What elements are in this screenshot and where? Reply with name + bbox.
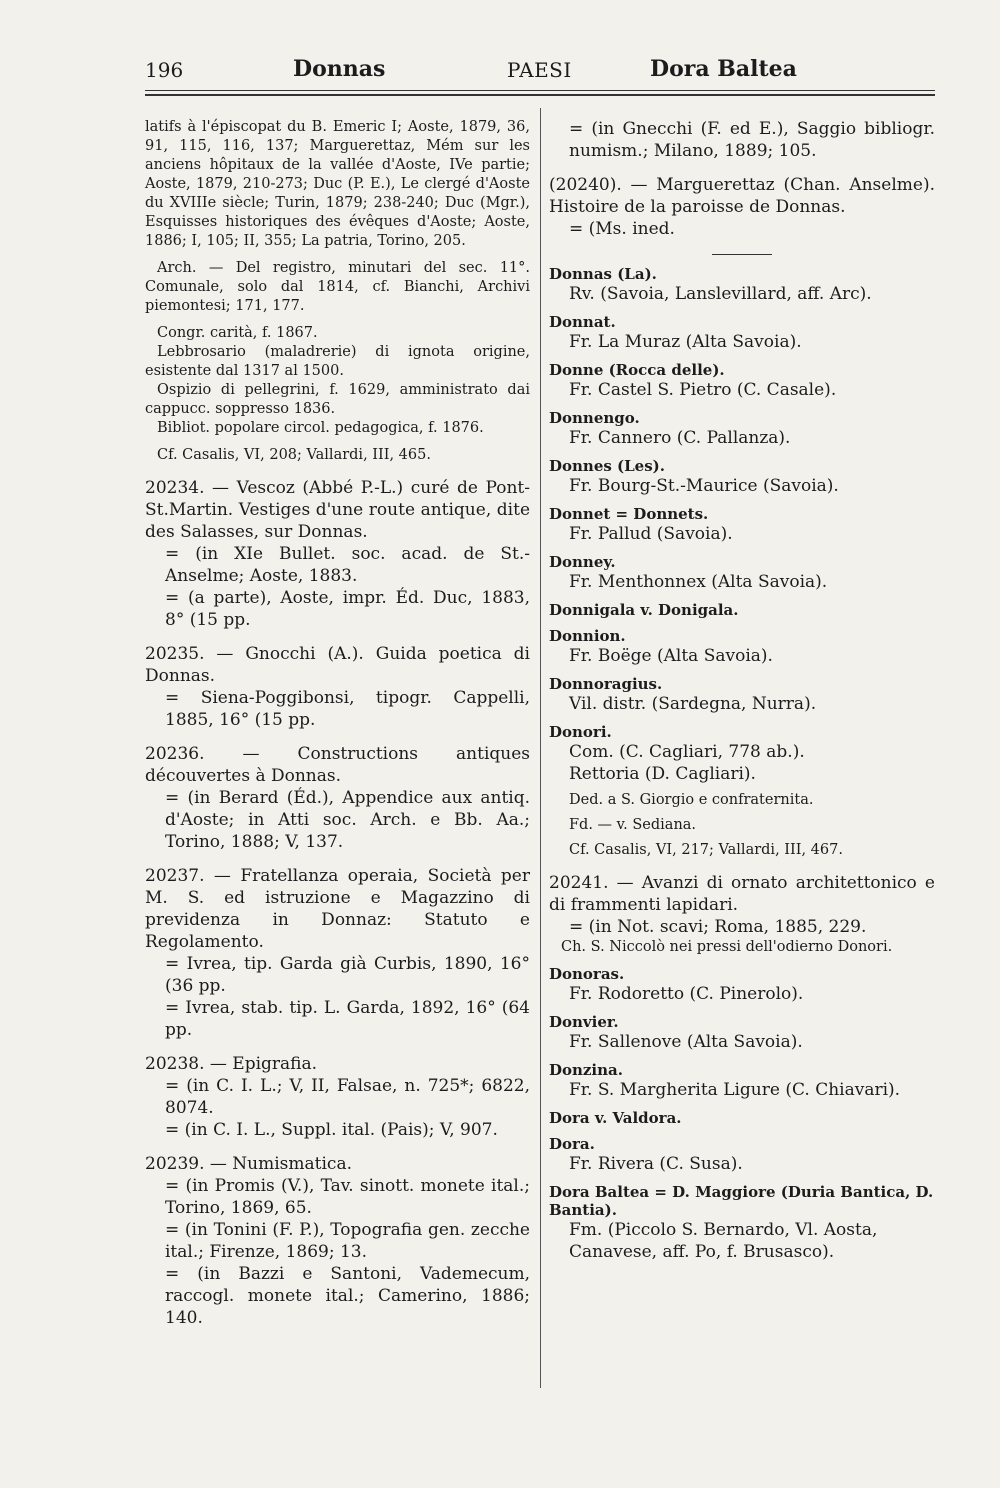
right_mid-paragraph: Ch. S. Niccolò nei pressi dell'odierno Donori. [561, 939, 893, 955]
gazetteer-entry [549, 675, 935, 715]
page-number: 196 [145, 58, 184, 82]
left_column-paragraph: = Siena-Poggibonsi, tipogr. Cappelli, 1885, 16° (15 pp. [165, 688, 530, 730]
entry-line: Fr. La Muraz (Alta Savoia). [569, 332, 802, 352]
entry-note: Fd. — v. Sediana. [569, 817, 697, 833]
left_column-paragraph: Bibliot. popolare circol. pedagogica, f. 1876. [157, 420, 484, 436]
section-separator [712, 254, 772, 255]
left_column-paragraph: Lebbrosario (maladrerie) di ignota origine, esistente dal 1317 al 1500. [145, 344, 530, 379]
left_column-paragraph: 20236. — Constructions antiques découvertes à Donnas. [145, 744, 530, 786]
right_mid-paragraph: = (in Not. scavi; Roma, 1885, 229. [569, 917, 867, 937]
header-rule-thick [145, 94, 935, 96]
right-column-middle [549, 872, 935, 957]
left_column-paragraph: Arch. — Del registro, minutari del sec. 11°. Comunale, solo dal 1814, cf. Bianchi, Archivi piemontesi; 171, 177. [145, 260, 530, 314]
gazetteer-entry [549, 627, 935, 667]
right-column [549, 118, 935, 1263]
left_column-paragraph: latifs à l'épiscopat du B. Emeric I; Aoste, 1879, 36, 91, 115, 116, 137; Marguerettaz, Mém sur les anciens hôpitaux de la vallée d'Aoste, IVe partie; Aoste, 1879, 210-273; Duc (P. E.), Le clergé d'Aoste du XVIIIe siècle; Turin, 1879; 238-240; Duc (Mgr.), Esquisses historiques des évêques d'Aoste; Aoste, 1886; I, 105; II, 355; La patria, Torino, 205. [145, 119, 530, 249]
left_column-paragraph: 20237. — Fratellanza operaia, Società per M. S. ed istruzione e Magazzino di previdenza in Donnaz: Statuto e Regolamento. [145, 866, 530, 952]
gazetteer-entry [549, 965, 935, 1005]
entry-line: Fr. S. Margherita Ligure (C. Chiavari). [569, 1080, 901, 1100]
entry-name: Donney. [549, 553, 616, 571]
entry-name: Donnat. [549, 313, 616, 331]
left_column-paragraph: = (in Promis (V.), Tav. sinott. monete ital.; Torino, 1869, 65. [165, 1176, 530, 1218]
entry-name: Donnes (Les). [549, 457, 665, 475]
entry-name: Dora v. Valdora. [549, 1109, 682, 1127]
entry-name: Donnigala v. Donigala. [549, 601, 739, 619]
gazetteer-entry [549, 1183, 935, 1263]
entry-line: Fr. Menthonnex (Alta Savoia). [569, 572, 828, 592]
left_column-paragraph: 20238. — Epigrafia. [145, 1054, 318, 1074]
right-entries-2 [549, 965, 935, 1263]
right_column_top-paragraph: (20240). — Marguerettaz (Chan. Anselme). Histoire de la paroisse de Donnas. [549, 175, 935, 217]
gazetteer-entry [549, 361, 935, 401]
entry-line: Fr. Boëge (Alta Savoia). [569, 646, 773, 666]
left_column-paragraph: = (in Bazzi e Santoni, Vademecum, raccogl. monete ital.; Camerino, 1886; 140. [165, 1264, 530, 1328]
gazetteer-entry [549, 505, 935, 545]
left_column-paragraph: = (in XIe Bullet. soc. acad. de St.-Anselme; Aoste, 1883. [165, 544, 530, 586]
left_column-paragraph: = (in Tonini (F. P.), Topografia gen. zecche ital.; Firenze, 1869; 13. [165, 1220, 530, 1262]
gazetteer-entry [549, 1135, 935, 1175]
left_column-paragraph: 20235. — Gnocchi (A.). Guida poetica di Donnas. [145, 644, 530, 686]
entry-name: Dora Baltea = D. Maggiore (Duria Bantica, D. Bantia). [549, 1183, 934, 1219]
right-column-top [549, 118, 935, 240]
entry-line: Fr. Rivera (C. Susa). [569, 1154, 743, 1174]
entry-line: Fr. Pallud (Savoia). [569, 524, 733, 544]
gazetteer-entry [549, 553, 935, 593]
header-rule [145, 90, 935, 91]
entry-line: Vil. distr. (Sardegna, Nurra). [569, 694, 817, 714]
left_column-paragraph: 20234. — Vescoz (Abbé P.-L.) curé de Pont-St.Martin. Vestiges d'une route antique, dite des Salasses, sur Donnas. [145, 478, 530, 542]
gazetteer-entry [549, 409, 935, 449]
left-column [145, 118, 530, 1329]
gazetteer-entry [549, 313, 935, 353]
entry-line: Com. (C. Cagliari, 778 ab.). [569, 742, 805, 762]
left_column-paragraph: = Ivrea, stab. tip. L. Garda, 1892, 16° (64 pp. [165, 998, 530, 1040]
gazetteer-entry [549, 601, 935, 619]
left_column-paragraph: 20239. — Numismatica. [145, 1154, 352, 1174]
left_column-paragraph: = (in C. I. L., Suppl. ital. (Pais); V, 907. [165, 1120, 498, 1140]
gazetteer-entry [549, 723, 935, 860]
entry-name: Donzina. [549, 1061, 623, 1079]
entry-line: Fr. Rodoretto (C. Pinerolo). [569, 984, 804, 1004]
entry-line: Fr. Bourg-St.-Maurice (Savoia). [569, 476, 839, 496]
left_column-paragraph: Cf. Casalis, VI, 208; Vallardi, III, 465. [157, 447, 431, 463]
header-right-keyword: Dora Baltea [650, 56, 797, 82]
entry-line: Fr. Castel S. Pietro (C. Casale). [569, 380, 837, 400]
left_column-paragraph: = (in C. I. L.; V, II, Falsae, n. 725*; 6822, 8074. [165, 1076, 530, 1118]
entry-line: Rettoria (D. Cagliari). [569, 764, 756, 784]
entry-note: Cf. Casalis, VI, 217; Vallardi, III, 467. [569, 842, 843, 858]
header-left-keyword: Donnas [293, 56, 386, 82]
running-header [145, 52, 935, 92]
entry-line: Fr. Cannero (C. Pallanza). [569, 428, 791, 448]
gazetteer-entry [549, 265, 935, 305]
column-divider [540, 108, 541, 1388]
entry-line: Fr. Sallenove (Alta Savoia). [569, 1032, 803, 1052]
left_column-paragraph: Congr. carità, f. 1867. [157, 325, 318, 341]
right_mid-paragraph: 20241. — Avanzi di ornato architettonico e di frammenti lapidari. [549, 873, 935, 915]
entry-line: Rv. (Savoia, Lanslevillard, aff. Arc). [569, 284, 872, 304]
header-section-title: PAESI [507, 58, 572, 82]
entry-name: Donnoragius. [549, 675, 663, 693]
right-entries [549, 265, 935, 860]
entry-name: Donnet = Donnets. [549, 505, 709, 523]
left_column-paragraph: = Ivrea, tip. Garda già Curbis, 1890, 16° (36 pp. [165, 954, 530, 996]
left_column-paragraph: = (a parte), Aoste, impr. Éd. Duc, 1883, 8° (15 pp. [165, 588, 530, 630]
entry-name: Donoras. [549, 965, 625, 983]
entry-note: Ded. a S. Giorgio e confraternita. [569, 792, 814, 808]
entry-name: Donvier. [549, 1013, 619, 1031]
gazetteer-entry [549, 1013, 935, 1053]
entry-name: Donori. [549, 723, 612, 741]
entry-name: Donnion. [549, 627, 626, 645]
entry-name: Dora. [549, 1135, 595, 1153]
right_column_top-paragraph: = (in Gnecchi (F. ed E.), Saggio bibliogr. numism.; Milano, 1889; 105. [569, 119, 935, 161]
entry-name: Donnas (La). [549, 265, 657, 283]
entry-line: Fm. (Piccolo S. Bernardo, Vl. Aosta, Canavese, aff. Po, f. Brusasco). [569, 1220, 878, 1262]
entry-name: Donnengo. [549, 409, 640, 427]
gazetteer-entry [549, 1109, 935, 1127]
gazetteer-entry [549, 1061, 935, 1101]
left_column-paragraph: Ospizio di pellegrini, f. 1629, amministrato dai cappucc. soppresso 1836. [145, 382, 530, 417]
gazetteer-entry [549, 457, 935, 497]
right_column_top-paragraph: = (Ms. ined. [569, 219, 675, 239]
entry-name: Donne (Rocca delle). [549, 361, 725, 379]
left_column-paragraph: = (in Berard (Éd.), Appendice aux antiq. d'Aoste; in Atti soc. Arch. e Bb. Aa.; Torino, 1888; V, 137. [165, 788, 530, 852]
